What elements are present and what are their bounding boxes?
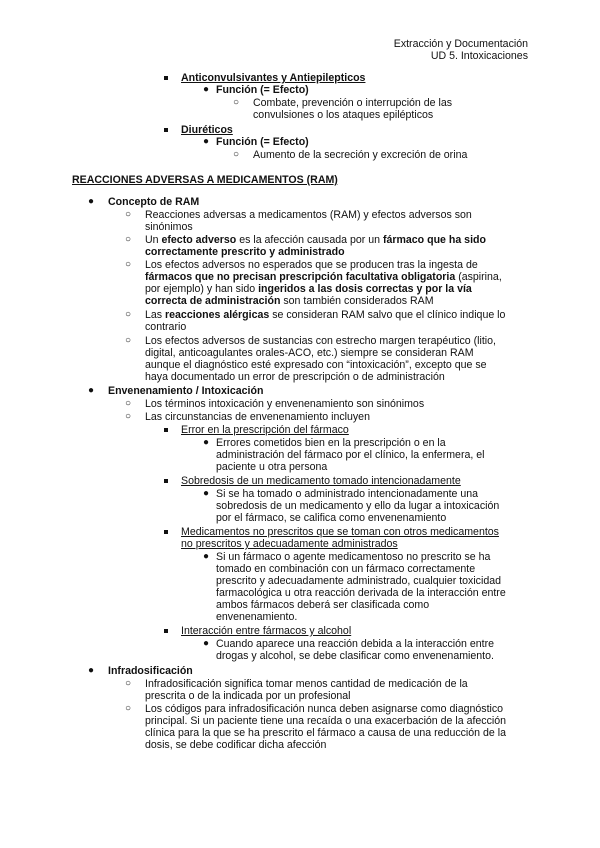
infra-item: principal. Si un paciente tiene una recaída o una exacerbación de la afección	[145, 715, 507, 727]
subitem-desc: Cuando aparece una reacción debida a la interacción entre	[216, 638, 494, 650]
concepto-item: Los efectos adversos de sustancias con estrecho margen terapéutico (litio,	[145, 335, 496, 347]
subitem-desc: prescrito y adecuadamente administrado, cualquier toxicidad	[216, 575, 502, 587]
concepto-item: fármacos que no precisan prescripción facultativa obligatoria (aspirina,	[145, 271, 502, 283]
subitem-desc: drogas y alcohol, se debe clasificar como envenenamiento.	[216, 650, 494, 662]
subitem-desc: paciente u otra persona	[216, 461, 328, 473]
anticonv-title: Anticonvulsivantes y Antiepilepticos	[181, 72, 366, 84]
bullet-circle: ○	[125, 398, 132, 409]
concepto-title: Concepto de RAM	[108, 196, 200, 208]
concepto-item: Un efecto adverso es la afección causada por un fármaco que ha sido	[145, 234, 486, 246]
bullet-dot: ●	[88, 385, 95, 396]
bullet-dot: ●	[203, 638, 210, 649]
bullet-circle: ○	[125, 411, 132, 422]
bullet-circle: ○	[125, 209, 132, 220]
diur-title: Diuréticos	[181, 124, 233, 136]
concepto-item: correcta de administración son también considerados RAM	[145, 295, 434, 307]
subitem-desc: tomado en combinación con un fármaco correctamente	[216, 563, 476, 575]
bullet-dot: ●	[88, 196, 95, 207]
bullet-circle: ○	[125, 309, 132, 320]
subitem-desc: administración del fármaco por el clínico, la enfermera, el	[216, 449, 485, 461]
infra-title: Infradosificación	[108, 665, 193, 677]
bullet-circle: ○	[125, 259, 132, 270]
bullet-dot: ●	[203, 84, 210, 95]
anticonv-desc: convulsiones o los ataques epilépticos	[253, 109, 434, 121]
header-title: Extracción y Documentación	[393, 38, 528, 50]
square-bullet	[164, 128, 168, 132]
subitem-desc: por el fármaco, se califica como envenenamiento	[216, 512, 447, 524]
concepto-item: por ejemplo) y han sido ingeridos a las dosis correctas y por la vía	[145, 283, 472, 295]
bullet-dot: ●	[203, 437, 210, 448]
concepto-item: Reacciones adversas a medicamentos (RAM) y efectos adversos son	[145, 209, 472, 221]
subitem-title: Error en la prescripción del fármaco	[181, 424, 349, 436]
anticonv-desc: Combate, prevención o interrupción de las	[253, 97, 453, 109]
anticonv-funcion: Función (= Efecto)	[216, 84, 309, 96]
bullet-dot: ●	[203, 551, 210, 562]
section-title: REACCIONES ADVERSAS A MEDICAMENTOS (RAM)	[72, 174, 338, 186]
square-bullet	[164, 428, 168, 432]
subitem-desc: Si un fármaco o agente medicamentoso no prescrito se ha	[216, 551, 491, 563]
bullet-circle: ○	[125, 703, 132, 714]
bullet-circle: ○	[125, 234, 132, 245]
infra-item: clínica para la que se ha prescrito el fármaco a causa de una reducción de la	[145, 727, 506, 739]
envenenamiento-title: Envenenamiento / Intoxicación	[108, 385, 264, 397]
envenenamiento-item: Las circunstancias de envenenamiento incluyen	[145, 411, 370, 423]
concepto-item: haya documentado un error de prescripción o de administración	[145, 371, 445, 383]
subitem-desc: envenenamiento.	[216, 611, 298, 623]
concepto-item: digital, anticoagulantes orales-ACO, etc.) siempre se consideran RAM	[145, 347, 474, 359]
envenenamiento-item: Los términos intoxicación y envenenamiento son sinónimos	[145, 398, 425, 410]
bullet-circle: ○	[233, 97, 240, 108]
subitem-desc: farmacológica u otra reacción derivada de la interacción entre	[216, 587, 506, 599]
concepto-item: Las reacciones alérgicas se consideran RAM salvo que el clínico indique lo	[145, 309, 506, 321]
subitem-title: Interacción entre fármacos y alcohol	[181, 625, 352, 637]
square-bullet	[164, 530, 168, 534]
concepto-item: contrario	[145, 321, 187, 333]
subitem-title: Medicamentos no prescritos que se toman con otros medicamentos	[181, 526, 499, 538]
square-bullet	[164, 629, 168, 633]
infra-item: Infradosificación significa tomar menos cantidad de medicación de la	[145, 678, 468, 690]
subitem-desc: sobredosis de un medicamento y ello da lugar a intoxicación	[216, 500, 500, 512]
subitem-desc: ambos fármacos deberá ser clasificada como	[216, 599, 430, 611]
subitem-title: no prescritos y adecuadamente administrados	[181, 538, 398, 550]
concepto-item: aunque el diagnóstico esté expresado con “intoxicación”, excepto que se	[145, 359, 487, 371]
concepto-item: Los efectos adversos no esperados que se producen tras la ingesta de	[145, 259, 478, 271]
diur-funcion: Función (= Efecto)	[216, 136, 309, 148]
bullet-dot: ●	[88, 665, 95, 676]
infra-item: dosis, se debe codificar dicha afección	[145, 739, 327, 751]
bullet-circle: ○	[233, 149, 240, 160]
square-bullet	[164, 479, 168, 483]
concepto-item: correctamente prescrito y administrado	[145, 246, 345, 258]
bullet-dot: ●	[203, 488, 210, 499]
subitem-desc: Si se ha tomado o administrado intencionadamente una	[216, 488, 479, 500]
header-subtitle: UD 5. Intoxicaciones	[430, 50, 528, 62]
bullet-circle: ○	[125, 335, 132, 346]
bullet-circle: ○	[125, 678, 132, 689]
subitem-title: Sobredosis de un medicamento tomado intencionadamente	[181, 475, 461, 487]
infra-item: prescrita o de la indicada por un profesional	[145, 690, 351, 702]
subitem-desc: Errores cometidos bien en la prescripción o en la	[216, 437, 446, 449]
infra-item: Los códigos para infradosificación nunca deben asignarse como diagnóstico	[145, 703, 504, 715]
diur-desc: Aumento de la secreción y excreción de orina	[253, 149, 468, 161]
concepto-item: sinónimos	[145, 221, 193, 233]
bullet-dot: ●	[203, 136, 210, 147]
square-bullet	[164, 76, 168, 80]
